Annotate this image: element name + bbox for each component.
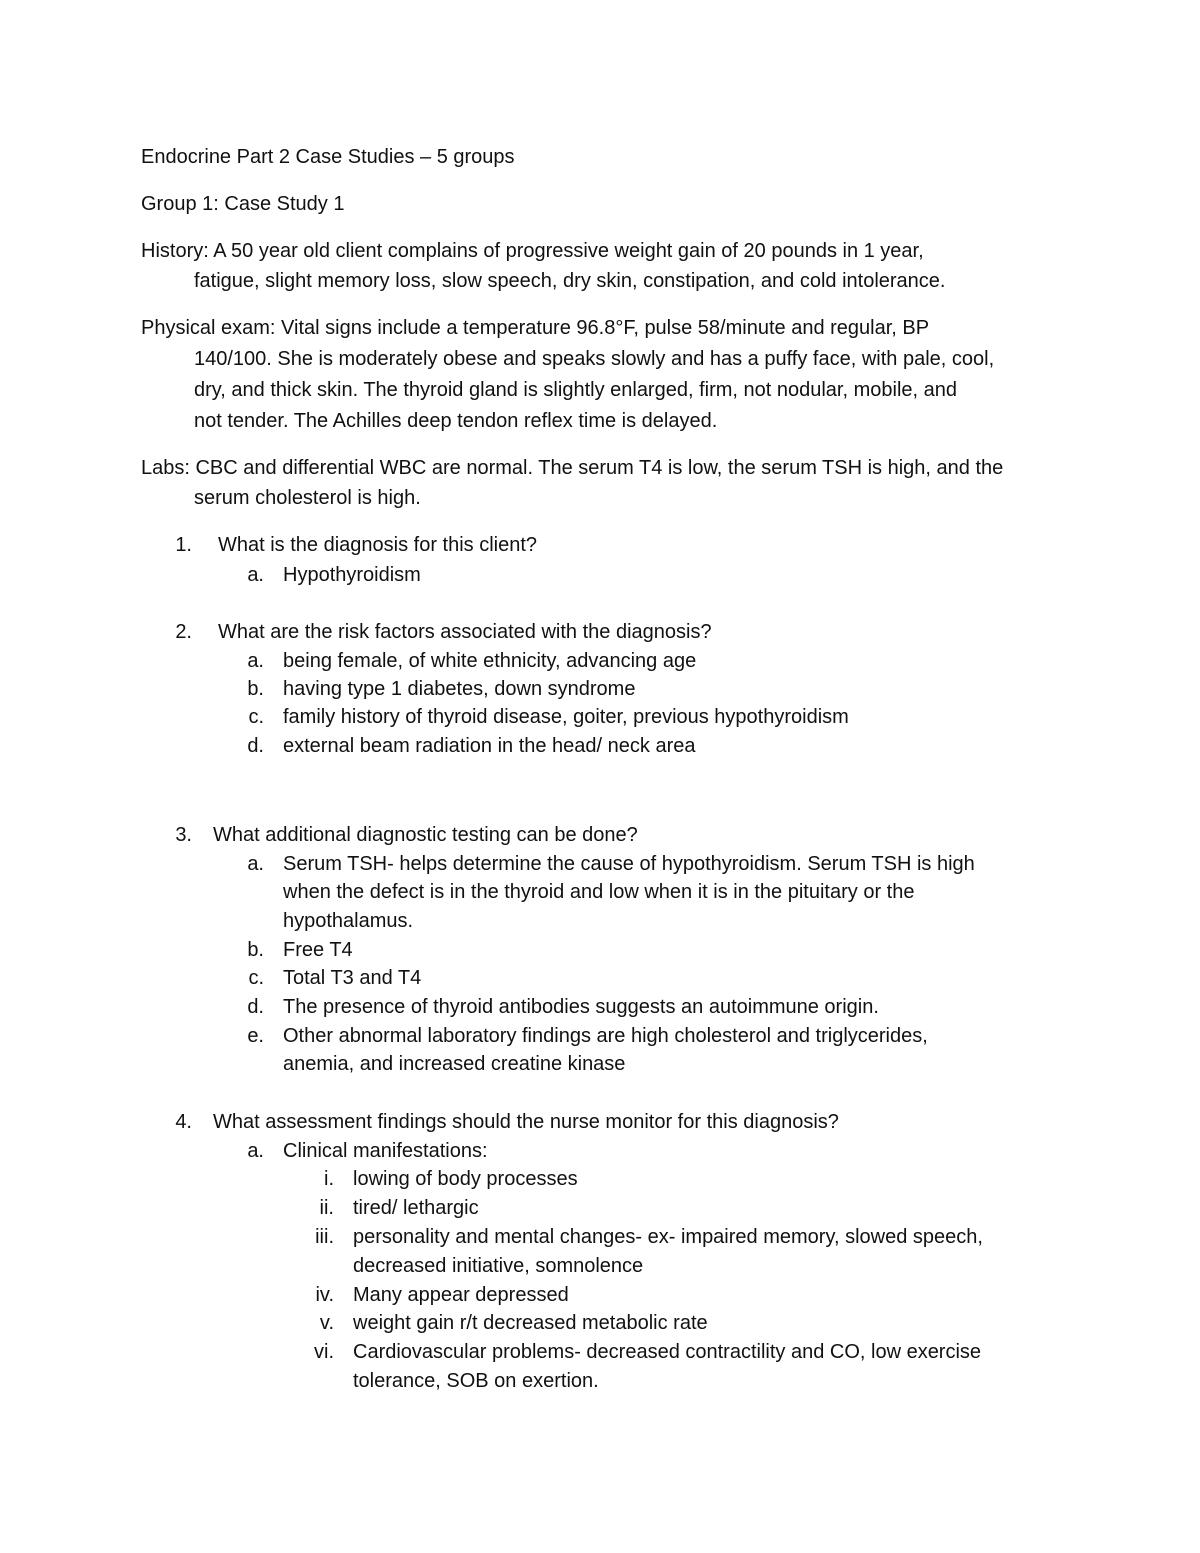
answer-text-continued: when the defect is in the thyroid and low when it is in the pituitary or the bbox=[283, 881, 915, 903]
history-line-1: History: A 50 year old client complains of progressive weight gain of 20 pounds in 1 year, bbox=[141, 240, 924, 262]
labs-line-1: Labs: CBC and differential WBC are normal. The serum T4 is low, the serum TSH is high, and the bbox=[141, 457, 1004, 479]
sub-answer-text-continued: tolerance, SOB on exertion. bbox=[353, 1370, 599, 1392]
answer-text: Other abnormal laboratory findings are high cholesterol and triglycerides, bbox=[283, 1025, 928, 1047]
answer-text: Serum TSH- helps determine the cause of hypothyroidism. Serum TSH is high bbox=[283, 853, 975, 875]
answer-marker: a. bbox=[247, 853, 264, 875]
question-number: 1. bbox=[175, 534, 192, 556]
sub-answer-text: Many appear depressed bbox=[353, 1284, 569, 1306]
question-number: 3. bbox=[175, 824, 192, 846]
labs-line-2: serum cholesterol is high. bbox=[194, 487, 421, 509]
sub-answer-text: Cardiovascular problems- decreased contractility and CO, low exercise bbox=[353, 1341, 982, 1363]
question-text: What is the diagnosis for this client? bbox=[218, 534, 538, 556]
question-text: What additional diagnostic testing can be done? bbox=[213, 824, 638, 846]
history-line-2: fatigue, slight memory loss, slow speech, dry skin, constipation, and cold intolerance. bbox=[194, 270, 946, 292]
sub-answer-marker: iv. bbox=[315, 1284, 334, 1306]
sub-answer-text: personality and mental changes- ex- impaired memory, slowed speech, bbox=[353, 1226, 983, 1248]
answer-marker: a. bbox=[247, 650, 264, 672]
sub-answer-marker: i. bbox=[324, 1168, 334, 1190]
answer-text: being female, of white ethnicity, advancing age bbox=[283, 650, 697, 672]
sub-answer-marker: vi. bbox=[314, 1341, 334, 1363]
sub-answer-marker: ii. bbox=[319, 1197, 334, 1219]
question-text: What are the risk factors associated with the diagnosis? bbox=[218, 621, 712, 643]
answer-text: Clinical manifestations: bbox=[283, 1140, 488, 1162]
answer-marker: e. bbox=[247, 1025, 264, 1047]
question-text: What assessment findings should the nurse monitor for this diagnosis? bbox=[213, 1111, 839, 1133]
group-heading: Group 1: Case Study 1 bbox=[141, 193, 345, 215]
answer-text: external beam radiation in the head/ neck area bbox=[283, 735, 696, 757]
answer-marker: d. bbox=[247, 996, 264, 1018]
answer-marker: b. bbox=[247, 939, 264, 961]
question-number: 4. bbox=[175, 1111, 192, 1133]
sub-answer-marker: iii. bbox=[315, 1226, 334, 1248]
sub-answer-text: tired/ lethargic bbox=[353, 1197, 479, 1219]
answer-text-continued: anemia, and increased creatine kinase bbox=[283, 1053, 626, 1075]
sub-answer-text: lowing of body processes bbox=[353, 1168, 578, 1190]
answer-marker: b. bbox=[247, 678, 264, 700]
sub-answer-text: weight gain r/t decreased metabolic rate bbox=[353, 1312, 708, 1334]
answer-marker: d. bbox=[247, 735, 264, 757]
answer-marker: c. bbox=[248, 706, 264, 728]
physical-exam-line-4: not tender. The Achilles deep tendon reflex time is delayed. bbox=[194, 410, 718, 432]
answer-text: family history of thyroid disease, goiter, previous hypothyroidism bbox=[283, 706, 849, 728]
answer-text: Total T3 and T4 bbox=[283, 967, 422, 989]
sub-answer-marker: v. bbox=[319, 1312, 334, 1334]
document-title: Endocrine Part 2 Case Studies – 5 groups bbox=[141, 146, 515, 168]
answer-text: The presence of thyroid antibodies suggests an autoimmune origin. bbox=[283, 996, 879, 1018]
physical-exam-line-1: Physical exam: Vital signs include a temperature 96.8°F, pulse 58/minute and regular, BP bbox=[141, 317, 930, 339]
answer-marker: c. bbox=[248, 967, 264, 989]
answer-marker: a. bbox=[247, 1140, 264, 1162]
answer-marker: a. bbox=[247, 564, 264, 586]
answer-text: having type 1 diabetes, down syndrome bbox=[283, 678, 636, 700]
answer-text: Free T4 bbox=[283, 939, 353, 961]
sub-answer-text-continued: decreased initiative, somnolence bbox=[353, 1255, 644, 1277]
question-number: 2. bbox=[175, 621, 192, 643]
answer-text-continued: hypothalamus. bbox=[283, 910, 414, 932]
physical-exam-line-3: dry, and thick skin. The thyroid gland is slightly enlarged, firm, not nodular, mobile, and bbox=[194, 379, 957, 401]
physical-exam-line-2: 140/100. She is moderately obese and speaks slowly and has a puffy face, with pale, cool, bbox=[194, 348, 995, 370]
answer-text: Hypothyroidism bbox=[283, 564, 421, 586]
